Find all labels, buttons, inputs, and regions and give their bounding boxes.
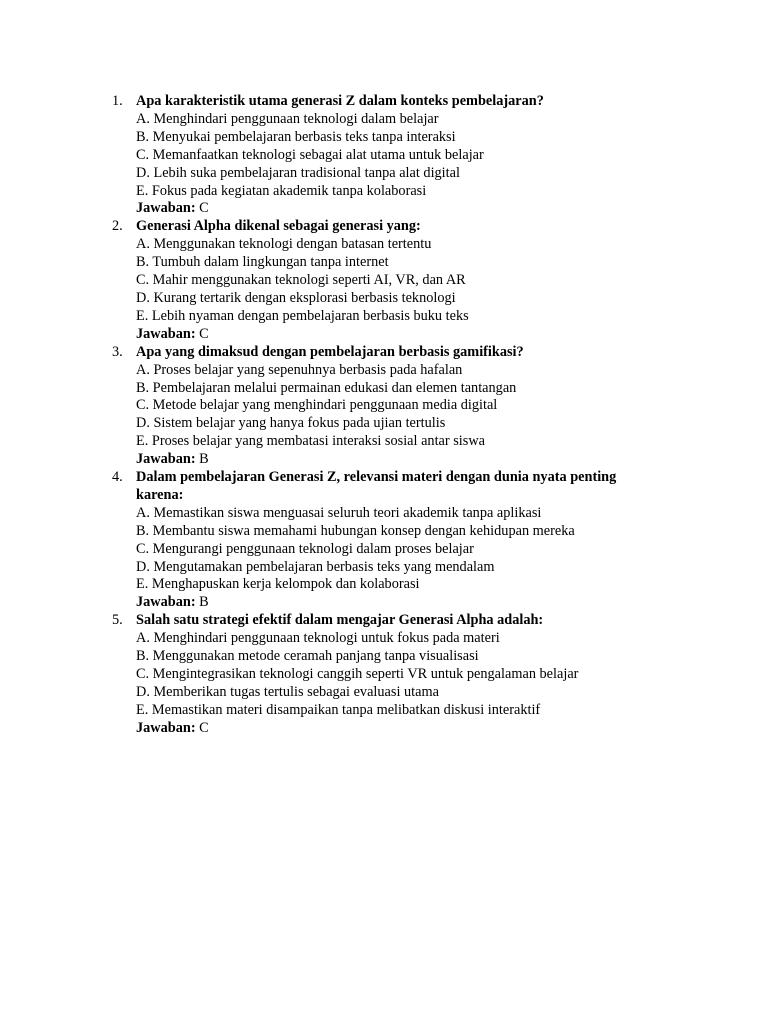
question-item-2 (112, 218, 652, 343)
option-b: B. Membantu siswa memahami hubungan konsep dengan kehidupan mereka (136, 522, 575, 539)
answer-label: Jawaban: (136, 719, 196, 736)
question-item-1 (112, 93, 652, 218)
question-text: Generasi Alpha dikenal sebagai generasi yang: (136, 218, 421, 235)
question-number: 2. (112, 218, 123, 235)
answer-label: Jawaban: (136, 594, 196, 611)
option-d: D. Memberikan tugas tertulis sebagai evaluasi utama (136, 683, 439, 700)
option-c: C. Mahir menggunakan teknologi seperti AI, VR, dan AR (136, 272, 466, 289)
option-d: D. Lebih suka pembelajaran tradisional tanpa alat digital (136, 164, 460, 181)
option-c: C. Memanfaatkan teknologi sebagai alat utama untuk belajar (136, 146, 484, 163)
option-a: A. Memastikan siswa menguasai seluruh teori akademik tanpa aplikasi (136, 504, 542, 521)
option-b: B. Pembelajaran melalui permainan edukasi dan elemen tantangan (136, 379, 517, 396)
answer-value: C (199, 325, 209, 342)
option-a: A. Menghindari penggunaan teknologi dalam belajar (136, 110, 439, 127)
answer-value: C (199, 200, 209, 217)
option-c: C. Mengurangi penggunaan teknologi dalam proses belajar (136, 540, 474, 557)
option-e: E. Proses belajar yang membatasi interaksi sosial antar siswa (136, 433, 485, 450)
question-number: 1. (112, 93, 123, 109)
option-a: A. Proses belajar yang sepenuhnya berbasis pada hafalan (136, 361, 463, 378)
answer-value: C (199, 719, 209, 736)
option-a: A. Menggunakan teknologi dengan batasan tertentu (136, 236, 432, 253)
question-text: Dalam pembelajaran Generasi Z, relevansi materi dengan dunia nyata penting karena: (136, 469, 617, 503)
answer-label: Jawaban: (136, 325, 196, 342)
option-e: E. Lebih nyaman dengan pembelajaran berbasis buku teks (136, 307, 469, 324)
answer-label: Jawaban: (136, 451, 196, 468)
answer-line (136, 594, 652, 612)
question-text: Apa karakteristik utama generasi Z dalam konteks pembelajaran? (136, 93, 544, 109)
answer-line (136, 200, 652, 218)
option-e: E. Fokus pada kegiatan akademik tanpa kolaborasi (136, 182, 427, 199)
question-number: 3. (112, 343, 123, 360)
question-number: 5. (112, 612, 123, 629)
option-a: A. Menghindari penggunaan teknologi untuk fokus pada materi (136, 630, 500, 647)
answer-line (136, 326, 652, 344)
question-item-3 (112, 344, 652, 469)
answer-label: Jawaban: (136, 200, 196, 217)
answer-value: B (199, 594, 209, 611)
quiz-list (112, 93, 652, 738)
option-d: D. Kurang tertarik dengan eksplorasi berbasis teknologi (136, 289, 456, 306)
answer-line (136, 451, 652, 469)
option-b: B. Menyukai pembelajaran berbasis teks tanpa interaksi (136, 128, 456, 145)
question-item-4 (112, 469, 652, 612)
option-d: D. Sistem belajar yang hanya fokus pada ujian tertulis (136, 415, 446, 432)
question-text: Apa yang dimaksud dengan pembelajaran berbasis gamifikasi? (136, 343, 524, 360)
option-e: E. Menghapuskan kerja kelompok dan kolaborasi (136, 576, 420, 593)
option-d: D. Mengutamakan pembelajaran berbasis teks yang mendalam (136, 558, 495, 575)
answer-line (136, 720, 652, 738)
option-b: B. Tumbuh dalam lingkungan tanpa internet (136, 254, 389, 271)
question-text: Salah satu strategi efektif dalam mengajar Generasi Alpha adalah: (136, 612, 544, 629)
option-e: E. Memastikan materi disampaikan tanpa melibatkan diskusi interaktif (136, 701, 541, 718)
option-c: C. Metode belajar yang menghindari penggunaan media digital (136, 397, 498, 414)
question-number: 4. (112, 469, 123, 486)
answer-value: B (199, 451, 209, 468)
question-item-5 (112, 612, 652, 737)
option-c: C. Mengintegrasikan teknologi canggih seperti VR untuk pengalaman belajar (136, 666, 579, 682)
option-b: B. Menggunakan metode ceramah panjang tanpa visualisasi (136, 648, 479, 665)
